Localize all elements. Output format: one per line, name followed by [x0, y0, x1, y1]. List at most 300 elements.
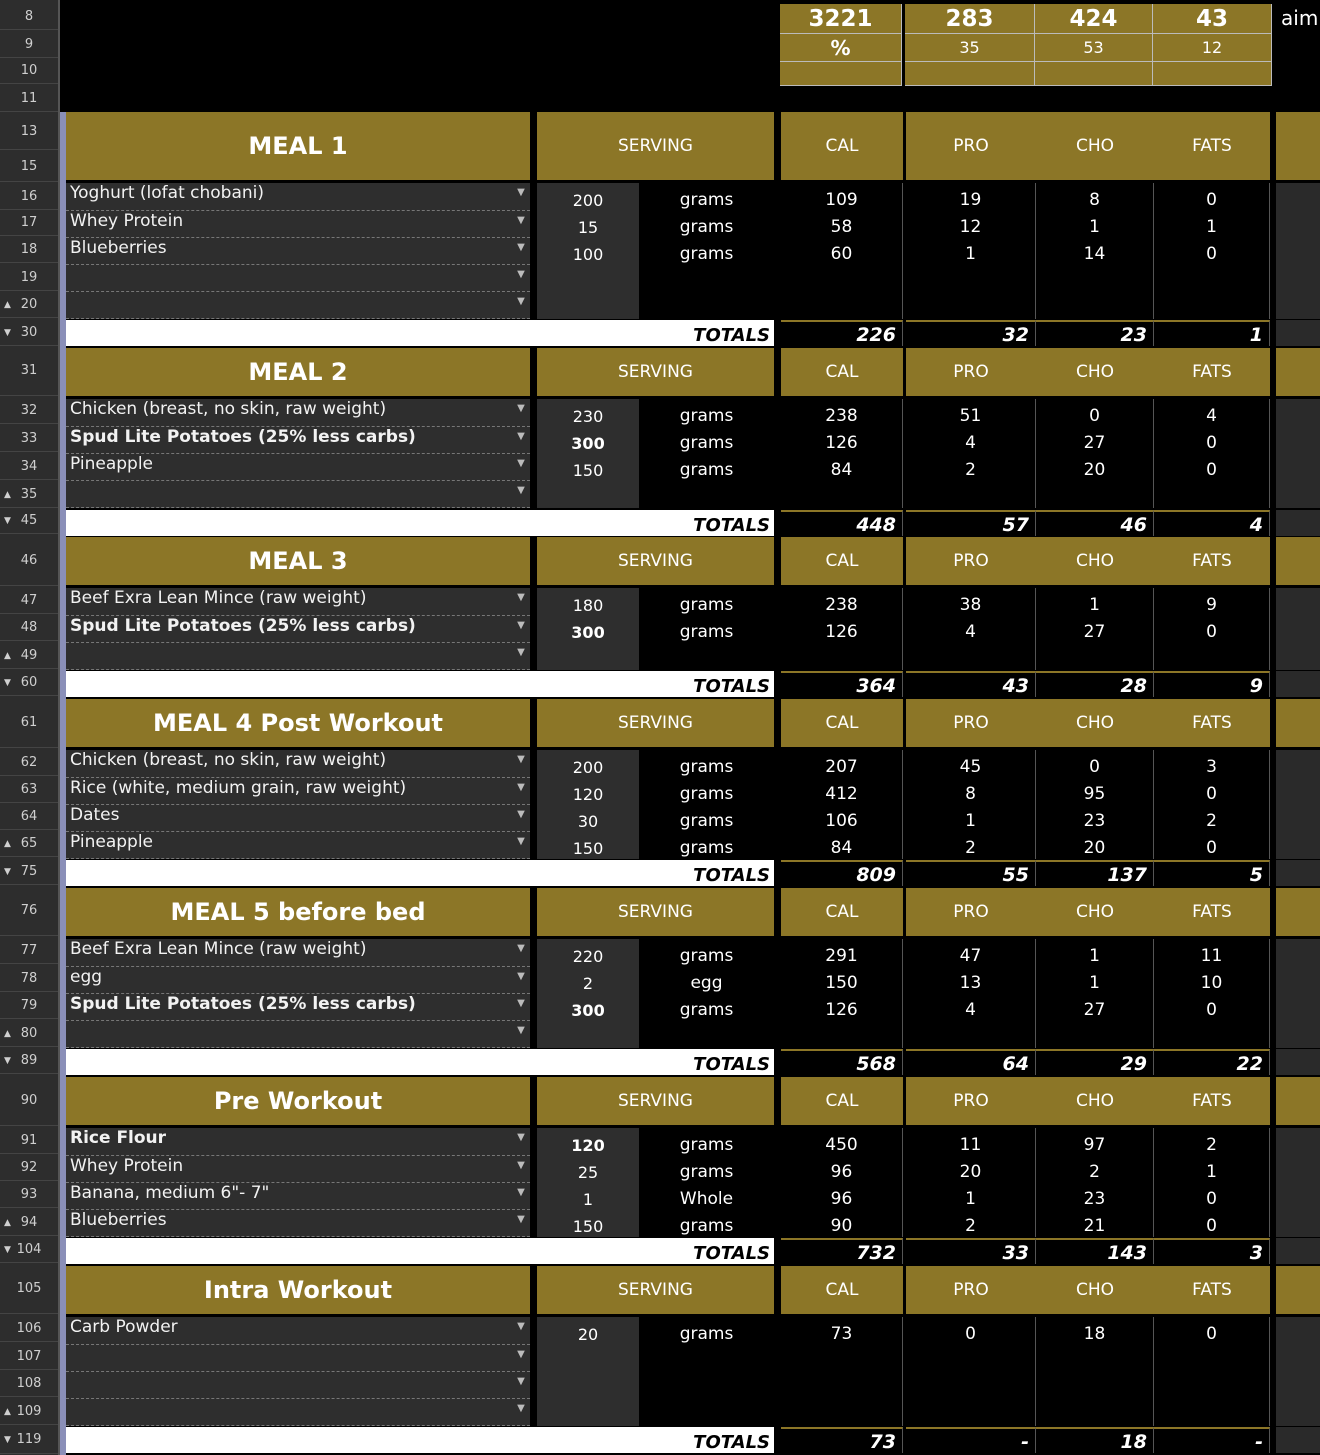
quantity-input[interactable]: 120: [537, 778, 639, 805]
cal-header: CAL: [781, 888, 903, 936]
group-expand-icon[interactable]: ▲: [4, 650, 11, 661]
fats-value: 0: [1154, 1183, 1270, 1210]
row-number-label: 106: [16, 1321, 42, 1336]
side-cell: [1276, 1317, 1320, 1345]
pro-value: [906, 643, 1036, 670]
pro-value: 4: [906, 427, 1036, 454]
dropdown-arrow-icon[interactable]: ▼: [517, 431, 525, 442]
unit-cell: grams: [639, 211, 774, 238]
row-number[interactable]: [0, 1426, 58, 1454]
totals-label: TOTALS: [66, 320, 774, 346]
row-number[interactable]: [0, 320, 58, 346]
group-expand-icon[interactable]: ▲: [4, 1217, 11, 1228]
cho-value: 23: [1036, 1183, 1154, 1210]
group-expand-icon[interactable]: ▲: [4, 1028, 11, 1039]
pro-value: [906, 481, 1036, 508]
meal-title: MEAL 4 Post Workout: [66, 699, 530, 747]
side-cell: [1276, 1372, 1320, 1399]
side-header-cell: [1276, 1266, 1320, 1314]
totals-label: TOTALS: [66, 860, 774, 886]
cho-value: 1: [1036, 588, 1154, 616]
group-collapse-icon[interactable]: ▼: [4, 866, 11, 877]
meal-title: Pre Workout: [66, 1077, 530, 1125]
food-name: Carb Powder: [70, 1317, 178, 1337]
unit-cell: egg: [639, 967, 774, 994]
group-collapse-icon[interactable]: ▼: [4, 1434, 11, 1445]
row-number[interactable]: [0, 346, 58, 396]
row-number[interactable]: [0, 265, 58, 291]
quantity-input[interactable]: [537, 1021, 639, 1048]
row-number-label: 20: [20, 297, 38, 312]
row-number[interactable]: [0, 237, 58, 263]
pro-value: 2: [906, 1210, 1036, 1237]
pro-value: [906, 1021, 1036, 1048]
quantity-input[interactable]: [537, 265, 639, 292]
food-select[interactable]: [66, 1183, 530, 1210]
cal-value: 238: [781, 399, 903, 427]
meal-title: Intra Workout: [66, 1266, 530, 1314]
cal-value: 60: [781, 238, 903, 265]
row-number[interactable]: [0, 1048, 58, 1074]
row-number-label: 64: [20, 809, 38, 824]
row-number-label: 104: [16, 1242, 42, 1257]
food-name: Whey Protein: [70, 1156, 184, 1176]
quantity-input[interactable]: 150: [537, 454, 639, 481]
side-cell: [1276, 939, 1320, 967]
dropdown-arrow-icon[interactable]: ▼: [517, 782, 525, 793]
cal-header: CAL: [781, 1077, 903, 1125]
row-number-label: 105: [16, 1281, 42, 1296]
totals-label: TOTALS: [66, 671, 774, 697]
food-name: Pineapple: [70, 454, 154, 474]
fats-value: 0: [1154, 238, 1270, 265]
row-number[interactable]: [0, 4, 58, 30]
row-number-label: 92: [20, 1160, 38, 1175]
fats-value: 4: [1154, 399, 1270, 427]
food-select[interactable]: [66, 481, 530, 508]
cho-value: 1: [1036, 939, 1154, 967]
food-name: Whey Protein: [70, 211, 184, 231]
row-number[interactable]: [0, 1399, 58, 1425]
food-select[interactable]: [66, 292, 530, 319]
quantity-input[interactable]: 230: [537, 399, 639, 427]
row-number[interactable]: [0, 670, 58, 696]
food-name: Banana, medium 6"- 7": [70, 1183, 270, 1203]
quantity-input[interactable]: [537, 1399, 639, 1426]
food-name: Spud Lite Potatoes (25% less carbs): [70, 427, 416, 447]
pro-value: 45: [906, 750, 1036, 778]
food-select[interactable]: [66, 1128, 530, 1156]
quantity-input[interactable]: 100: [537, 238, 639, 265]
cal-value: 126: [781, 994, 903, 1021]
row-number-label: 89: [20, 1053, 38, 1068]
unit-cell: grams: [639, 939, 774, 967]
dropdown-arrow-icon[interactable]: ▼: [517, 215, 525, 226]
cal-value: 150: [781, 967, 903, 994]
row-number-label: 107: [16, 1349, 42, 1364]
row-number[interactable]: [0, 482, 58, 508]
row-number[interactable]: [0, 1128, 58, 1154]
pro-value: 4: [906, 994, 1036, 1021]
food-select[interactable]: [66, 967, 530, 994]
row-number[interactable]: [0, 615, 58, 641]
dropdown-arrow-icon[interactable]: ▼: [517, 296, 525, 307]
pro-value: 0: [906, 1317, 1036, 1345]
cho-header: CHO: [1036, 537, 1154, 585]
row-number[interactable]: [0, 831, 58, 857]
pro-value: 20: [906, 1156, 1036, 1183]
food-name: Chicken (breast, no skin, raw weight): [70, 750, 387, 770]
row-number[interactable]: [0, 750, 58, 776]
total-pro: 43: [906, 671, 1036, 697]
dropdown-arrow-icon[interactable]: ▼: [517, 1160, 525, 1171]
group-collapse-icon[interactable]: ▼: [4, 1055, 11, 1066]
food-select[interactable]: [66, 588, 530, 616]
serving-header: SERVING: [537, 1266, 774, 1314]
dropdown-arrow-icon[interactable]: ▼: [517, 754, 525, 765]
fats-header: FATS: [1154, 112, 1270, 180]
side-header-cell: [1276, 888, 1320, 936]
cal-value: 450: [781, 1128, 903, 1156]
food-select[interactable]: [66, 427, 530, 454]
group-expand-icon[interactable]: ▲: [4, 1406, 11, 1417]
fats-value: 1: [1154, 211, 1270, 238]
row-number[interactable]: [0, 292, 58, 318]
food-select[interactable]: [66, 1156, 530, 1183]
row-number-label: 60: [20, 675, 38, 690]
quantity-input[interactable]: 1: [537, 1183, 639, 1210]
row-number[interactable]: [0, 152, 58, 182]
total-fats: 22: [1154, 1049, 1270, 1075]
row-number[interactable]: [0, 86, 58, 112]
goal-pro-pct: 35: [905, 34, 1035, 62]
group-collapse-icon[interactable]: ▼: [4, 1244, 11, 1255]
fats-value: 0: [1154, 778, 1270, 805]
fats-value: 0: [1154, 183, 1270, 211]
serving-header: SERVING: [537, 348, 774, 396]
goal-empty-cell: [905, 62, 1035, 86]
fats-value: [1154, 1399, 1270, 1426]
row-number[interactable]: [0, 426, 58, 452]
food-select[interactable]: [66, 454, 530, 481]
quantity-input[interactable]: 300: [537, 427, 639, 454]
row-number[interactable]: [0, 1264, 58, 1314]
total-fats: 3: [1154, 1238, 1270, 1264]
fats-header: FATS: [1154, 1266, 1270, 1314]
total-cal: 73: [781, 1427, 903, 1453]
cho-value: [1036, 643, 1154, 670]
row-number[interactable]: [0, 210, 58, 236]
row-number-label: 93: [20, 1187, 38, 1202]
goal-percent-label: %: [780, 34, 902, 62]
dropdown-arrow-icon[interactable]: ▼: [517, 971, 525, 982]
total-fats: 4: [1154, 510, 1270, 536]
pro-value: 2: [906, 832, 1036, 859]
row-number-label: 10: [20, 63, 38, 78]
cho-value: 2: [1036, 1156, 1154, 1183]
side-header-cell: [1276, 699, 1320, 747]
row-number[interactable]: [0, 454, 58, 480]
pro-header: PRO: [906, 112, 1036, 180]
fats-value: 0: [1154, 616, 1270, 643]
food-select[interactable]: [66, 399, 530, 427]
quantity-input[interactable]: 20: [537, 1317, 639, 1345]
dropdown-arrow-icon[interactable]: ▼: [517, 187, 525, 198]
quantity-input[interactable]: 180: [537, 588, 639, 616]
food-select[interactable]: [66, 832, 530, 859]
food-select[interactable]: [66, 183, 530, 211]
group-expand-icon[interactable]: ▲: [4, 838, 11, 849]
total-cho: 143: [1036, 1238, 1154, 1264]
row-number-label: 30: [20, 325, 38, 340]
row-number[interactable]: [0, 1076, 58, 1126]
food-select[interactable]: [66, 1399, 530, 1426]
fats-value: [1154, 1345, 1270, 1372]
row-number-label: 47: [20, 593, 38, 608]
food-select[interactable]: [66, 994, 530, 1021]
dropdown-arrow-icon[interactable]: ▼: [517, 647, 525, 658]
food-select[interactable]: [66, 1021, 530, 1048]
pro-value: 1: [906, 238, 1036, 265]
unit-cell: [639, 643, 774, 670]
group-collapse-icon[interactable]: ▼: [4, 327, 11, 338]
side-cell: [1276, 399, 1320, 427]
side-header-cell: [1276, 112, 1320, 180]
group-collapse-icon[interactable]: ▼: [4, 677, 11, 688]
side-cell: [1276, 588, 1320, 616]
dropdown-arrow-icon[interactable]: ▼: [517, 998, 525, 1009]
cho-value: 20: [1036, 832, 1154, 859]
food-select[interactable]: [66, 1210, 530, 1237]
food-select[interactable]: [66, 265, 530, 292]
row-number[interactable]: [0, 184, 58, 210]
quantity-input[interactable]: 150: [537, 1210, 639, 1237]
row-number[interactable]: [0, 643, 58, 669]
row-number[interactable]: [0, 966, 58, 992]
row-number-label: 65: [20, 836, 38, 851]
quantity-input[interactable]: [537, 292, 639, 319]
dropdown-arrow-icon[interactable]: ▼: [517, 592, 525, 603]
dropdown-arrow-icon[interactable]: ▼: [517, 836, 525, 847]
fats-value: 9: [1154, 588, 1270, 616]
dropdown-arrow-icon[interactable]: ▼: [517, 1214, 525, 1225]
total-fats: 5: [1154, 860, 1270, 886]
row-number-label: 9: [24, 37, 34, 52]
row-number[interactable]: [0, 1371, 58, 1397]
dropdown-arrow-icon[interactable]: ▼: [517, 809, 525, 820]
cho-value: [1036, 481, 1154, 508]
row-number-label: 119: [16, 1432, 42, 1447]
totals-label: TOTALS: [66, 1427, 774, 1453]
row-number[interactable]: [0, 588, 58, 614]
unit-cell: grams: [639, 1210, 774, 1237]
unit-cell: grams: [639, 616, 774, 643]
dropdown-arrow-icon[interactable]: ▼: [517, 403, 525, 414]
dropdown-arrow-icon[interactable]: ▼: [517, 1403, 525, 1414]
food-select[interactable]: [66, 238, 530, 265]
row-number[interactable]: [0, 938, 58, 964]
row-number[interactable]: [0, 698, 58, 748]
cal-value: 207: [781, 750, 903, 778]
row-number-label: 61: [20, 715, 38, 730]
row-number[interactable]: [0, 114, 58, 150]
side-header-cell: [1276, 537, 1320, 585]
food-name: Chicken (breast, no skin, raw weight): [70, 399, 387, 419]
side-cell: [1276, 1021, 1320, 1048]
group-collapse-icon[interactable]: ▼: [4, 515, 11, 526]
group-expand-icon[interactable]: ▲: [4, 299, 11, 310]
dropdown-arrow-icon[interactable]: ▼: [517, 1187, 525, 1198]
pro-header: PRO: [906, 699, 1036, 747]
row-number[interactable]: [0, 886, 58, 936]
cal-value: [781, 265, 903, 292]
pro-value: 38: [906, 588, 1036, 616]
cal-value: 238: [781, 588, 903, 616]
dropdown-arrow-icon[interactable]: ▼: [517, 1376, 525, 1387]
meal-title: MEAL 2: [66, 348, 530, 396]
food-select[interactable]: [66, 643, 530, 670]
unit-cell: grams: [639, 778, 774, 805]
unit-cell: grams: [639, 238, 774, 265]
food-select[interactable]: [66, 1345, 530, 1372]
dropdown-arrow-icon[interactable]: ▼: [517, 269, 525, 280]
food-select[interactable]: [66, 616, 530, 643]
row-number[interactable]: [0, 1155, 58, 1181]
dropdown-arrow-icon[interactable]: ▼: [517, 620, 525, 631]
quantity-input[interactable]: [537, 1345, 639, 1372]
dropdown-arrow-icon[interactable]: ▼: [517, 458, 525, 469]
group-expand-icon[interactable]: ▲: [4, 489, 11, 500]
row-number[interactable]: [0, 777, 58, 803]
row-number-label: 8: [24, 9, 34, 24]
cal-value: [781, 1372, 903, 1399]
food-name: Pineapple: [70, 832, 154, 852]
row-number[interactable]: [0, 1344, 58, 1370]
fats-header: FATS: [1154, 537, 1270, 585]
food-select[interactable]: [66, 1372, 530, 1399]
total-pro: 64: [906, 1049, 1036, 1075]
quantity-input[interactable]: 2: [537, 967, 639, 994]
row-number[interactable]: [0, 1021, 58, 1047]
dropdown-arrow-icon[interactable]: ▼: [517, 1025, 525, 1036]
row-number[interactable]: [0, 804, 58, 830]
quantity-input[interactable]: [537, 643, 639, 670]
cal-header: CAL: [781, 348, 903, 396]
cho-value: [1036, 265, 1154, 292]
row-number-label: 35: [20, 487, 38, 502]
row-number[interactable]: [0, 1237, 58, 1263]
dropdown-arrow-icon[interactable]: ▼: [517, 485, 525, 496]
food-select[interactable]: [66, 750, 530, 778]
unit-cell: grams: [639, 454, 774, 481]
total-pro: 32: [906, 320, 1036, 346]
row-number[interactable]: [0, 1210, 58, 1236]
unit-cell: grams: [639, 399, 774, 427]
cho-value: 0: [1036, 750, 1154, 778]
quantity-input[interactable]: 15: [537, 211, 639, 238]
food-select[interactable]: [66, 939, 530, 967]
row-number-label: 33: [20, 431, 38, 446]
unit-cell: [639, 1399, 774, 1426]
side-cell: [1276, 616, 1320, 643]
meal-title: MEAL 1: [66, 112, 530, 180]
pro-value: 8: [906, 778, 1036, 805]
dropdown-arrow-icon[interactable]: ▼: [517, 242, 525, 253]
row-number[interactable]: [0, 859, 58, 885]
quantity-input[interactable]: 30: [537, 805, 639, 832]
food-name: Blueberries: [70, 238, 167, 258]
meal-title: MEAL 5 before bed: [66, 888, 530, 936]
fats-value: [1154, 292, 1270, 319]
quantity-input[interactable]: 220: [537, 939, 639, 967]
quantity-input[interactable]: 200: [537, 750, 639, 778]
side-cell: [1276, 1345, 1320, 1372]
pro-header: PRO: [906, 348, 1036, 396]
totals-label: TOTALS: [66, 510, 774, 536]
quantity-input[interactable]: 25: [537, 1156, 639, 1183]
row-number[interactable]: [0, 398, 58, 424]
total-cho: 137: [1036, 860, 1154, 886]
dropdown-arrow-icon[interactable]: ▼: [517, 1321, 525, 1332]
cal-value: 90: [781, 1210, 903, 1237]
total-cal: 226: [781, 320, 903, 346]
pro-value: [906, 1345, 1036, 1372]
pro-value: [906, 292, 1036, 319]
quantity-input[interactable]: 200: [537, 183, 639, 211]
quantity-input[interactable]: 300: [537, 616, 639, 643]
row-number[interactable]: [0, 1316, 58, 1342]
row-number[interactable]: [0, 993, 58, 1019]
row-number-label: 49: [20, 648, 38, 663]
row-number-label: 62: [20, 755, 38, 770]
quantity-input[interactable]: [537, 1372, 639, 1399]
row-number[interactable]: [0, 58, 58, 84]
unit-cell: grams: [639, 1128, 774, 1156]
goal-empty-cell: [780, 62, 902, 86]
food-select[interactable]: [66, 1317, 530, 1345]
food-select[interactable]: [66, 805, 530, 832]
row-number[interactable]: [0, 1182, 58, 1208]
quantity-input[interactable]: 120: [537, 1128, 639, 1156]
serving-header: SERVING: [537, 1077, 774, 1125]
side-cell: [1276, 1427, 1320, 1453]
fats-value: [1154, 481, 1270, 508]
row-number[interactable]: [0, 536, 58, 586]
dropdown-arrow-icon[interactable]: ▼: [517, 943, 525, 954]
food-name: Spud Lite Potatoes (25% less carbs): [70, 616, 416, 636]
quantity-input[interactable]: 150: [537, 832, 639, 859]
row-number[interactable]: [0, 32, 58, 58]
cho-header: CHO: [1036, 888, 1154, 936]
cal-value: [781, 292, 903, 319]
serving-header: SERVING: [537, 537, 774, 585]
total-cal: 732: [781, 1238, 903, 1264]
cho-value: 8: [1036, 183, 1154, 211]
food-name: Rice (white, medium grain, raw weight): [70, 778, 407, 798]
cho-header: CHO: [1036, 348, 1154, 396]
fats-value: 10: [1154, 967, 1270, 994]
dropdown-arrow-icon[interactable]: ▼: [517, 1349, 525, 1360]
quantity-input[interactable]: [537, 481, 639, 508]
dropdown-arrow-icon[interactable]: ▼: [517, 1132, 525, 1143]
row-number[interactable]: [0, 508, 58, 534]
side-cell: [1276, 643, 1320, 670]
fats-value: 0: [1154, 1210, 1270, 1237]
quantity-input[interactable]: 300: [537, 994, 639, 1021]
food-select[interactable]: [66, 778, 530, 805]
food-select[interactable]: [66, 211, 530, 238]
goal-calories: 3221: [780, 4, 902, 34]
